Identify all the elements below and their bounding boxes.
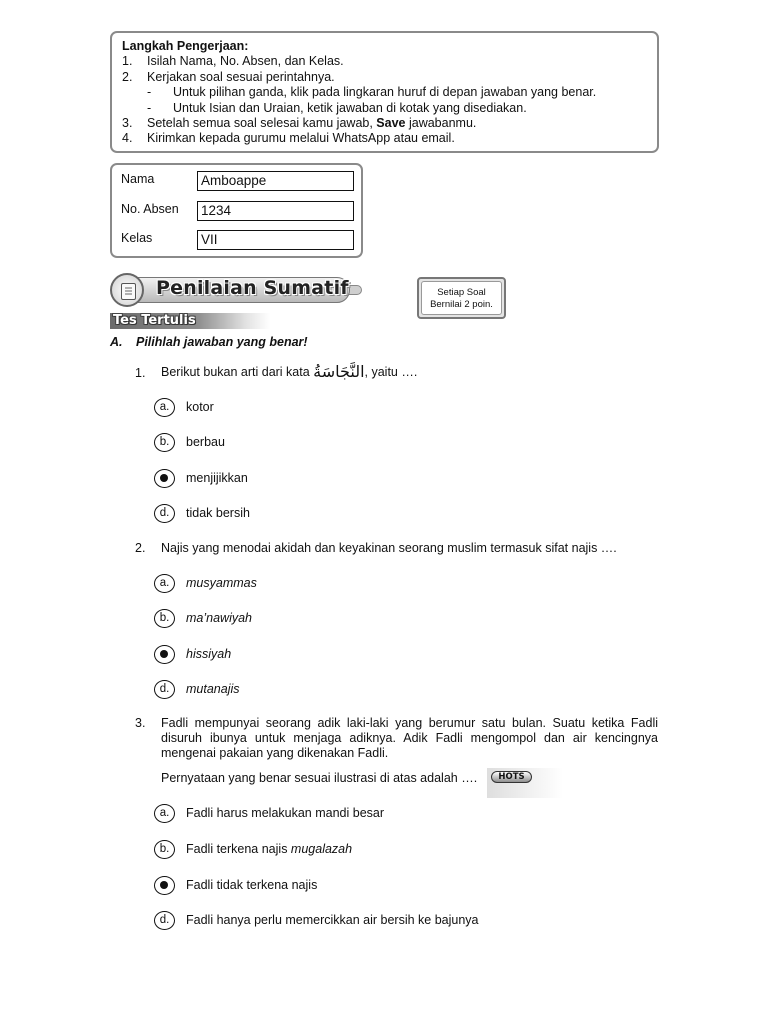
option-text: Fadli hanya perlu memercikkan air bersih ke bajunya [186,913,479,927]
absen-input[interactable]: 1234 [197,201,354,221]
option-text: Fadli tidak terkena najis [186,878,318,892]
option-radio-selected[interactable] [154,469,175,488]
points-line2: Bernilai 2 poin. [430,299,493,310]
substep-text: Untuk pilihan ganda, klik pada lingkaran huruf di depan jawaban yang benar. [173,85,597,100]
step-number: 3. [122,116,133,131]
option-radio[interactable]: d. [154,504,175,523]
question-prompt: Pernyataan yang benar sesuai ilustrasi di atas adalah …. [161,771,478,785]
instruction-step [122,70,647,85]
question-number: 3. [135,716,146,730]
step-text [147,116,476,131]
question-text: Fadli mempunyai seorang adik laki-laki yang berumur satu bulan. Suatu ketika Fadli disuruh ibunya untuk menjaga adiknya. Adik Fadli mengompol dan air kencingnya mengenai pakaian yang dikenakan Fadli. [161,716,658,760]
option-text: kotor [186,400,214,414]
step-number: 2. [122,69,133,84]
section-heading-text: Pilihlah jawaban yang benar! [136,335,308,349]
instruction-substep [122,101,647,116]
option-text: mutanajis [186,682,240,696]
instruction-step [122,116,647,131]
banner-badge [110,273,144,307]
step-text: Kirimkan kepada gurumu melalui WhatsApp atau email. [147,131,455,146]
substep-dash: - [147,85,152,100]
hots-badge: HOTS [491,771,532,783]
question-text [161,362,417,381]
step-number: 4. [122,131,133,146]
kelas-label: Kelas [121,231,153,245]
option-radio[interactable]: d. [154,911,175,930]
q1-text-post: , yaitu …. [364,365,418,379]
option-radio[interactable]: b. [154,609,175,628]
section-tag-label: Tes Tertulis [113,313,196,328]
option-radio-selected[interactable] [154,645,175,664]
section-heading [110,335,308,349]
nama-input[interactable]: Amboappe [197,171,354,191]
instructions-box [110,31,659,153]
save-keyword: Save [376,116,406,131]
option-text-italic: mugalazah [290,842,353,856]
step-text: Isilah Nama, No. Absen, dan Kelas. [147,54,344,69]
nama-label: Nama [121,172,155,186]
option-radio[interactable]: a. [154,574,175,593]
question-number: 1. [135,366,146,380]
step-number: 1. [122,54,133,69]
option-text: tidak bersih [186,506,250,520]
option-text: berbau [186,435,225,449]
q1-text-pre: Berikut bukan arti dari kata [161,365,314,379]
option-text: musyammas [186,576,257,590]
option-radio[interactable]: b. [154,433,175,452]
instruction-step [122,54,647,69]
banner-title: Penilaian Sumatif [156,277,349,299]
option-radio[interactable]: b. [154,840,175,859]
points-note [417,277,506,319]
identity-form [110,163,363,258]
option-text [186,842,352,856]
section-letter: A. [110,335,123,349]
instructions-title: Langkah Pengerjaan: [122,39,249,53]
option-radio[interactable]: a. [154,398,175,417]
option-text: hissiyah [186,647,232,661]
option-radio-selected[interactable] [154,876,175,895]
step-text: Kerjakan soal sesuai perintahnya. [147,69,335,84]
option-text: menjijikkan [186,471,248,485]
arabic-word: النَّجَاسَةُ [313,362,365,381]
instruction-substep [122,85,647,100]
step3-post: jawabanmu. [405,116,477,131]
absen-label: No. Absen [121,202,179,216]
option-text-pre: Fadli terkena najis [186,842,291,856]
kelas-input[interactable]: VII [197,230,354,250]
question-text: Najis yang menodai akidah dan keyakinan seorang muslim termasuk sifat najis …. [161,541,617,555]
substep-text: Untuk Isian dan Uraian, ketik jawaban di kotak yang disediakan. [173,100,527,115]
option-text: ma’nawiyah [186,611,253,625]
substep-dash: - [147,100,152,115]
points-line1: Setiap Soal [437,287,486,298]
instruction-step [122,131,647,146]
option-text: Fadli harus melakukan mandi besar [186,806,385,820]
option-radio[interactable]: d. [154,680,175,699]
section-tag [110,313,270,329]
notebook-icon [121,283,136,300]
step3-pre: Setelah semua soal selesai kamu jawab, [147,116,377,131]
hots-badge-area [487,768,563,798]
question-number: 2. [135,541,146,555]
assessment-banner [108,272,360,307]
option-radio[interactable]: a. [154,804,175,823]
points-note-inner [421,281,502,315]
